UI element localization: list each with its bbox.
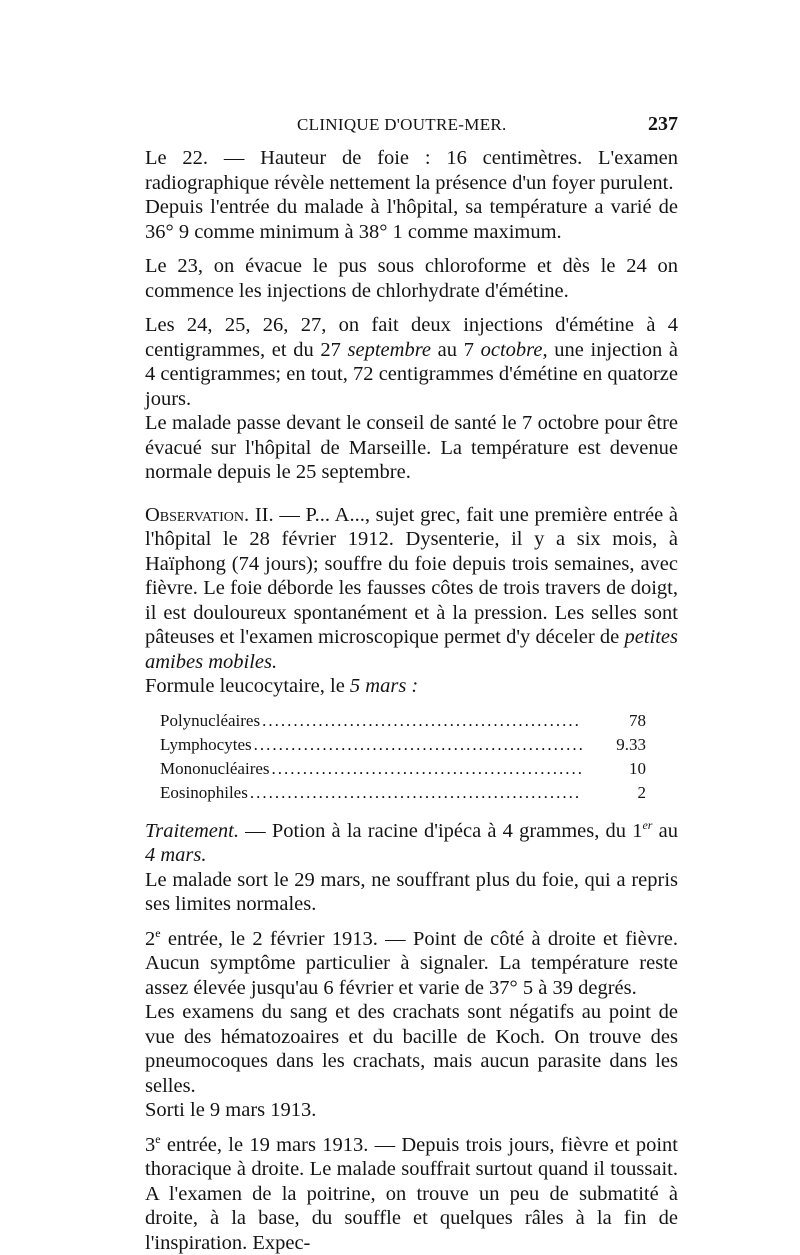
- leucocyte-table: [160, 709, 646, 805]
- text-span: une injection à 4 centigrammes; en tout, 72 centigrammes d'émétine en quatorze jours.: [145, 339, 678, 410]
- italic-span: 5 mars :: [350, 675, 418, 697]
- italic-span: 4 mars.: [145, 844, 207, 866]
- paragraph-traitement: [145, 819, 678, 868]
- leader-dots: [262, 709, 582, 733]
- text-span: Les 24, 25, 26, 27, on fait deux injections d'émétine à 4 centigrammes, et du 27: [145, 314, 678, 361]
- table-row: [160, 733, 646, 757]
- traitement-label: Traitement.: [145, 820, 239, 842]
- paragraph-sortie: Le malade sort le 29 mars, ne souffrant plus du foie, qui a repris ses limites normales.: [145, 868, 678, 917]
- superscript: er: [642, 818, 652, 832]
- paragraph-entree-2: [145, 927, 678, 1001]
- superscript: e: [155, 926, 160, 940]
- cell-label: Lymphocytes: [160, 733, 252, 757]
- observation-label: Observation: [145, 504, 244, 526]
- text-span: entrée, le 19 mars 1913. — Depuis trois jours, fièvre et point thoracique à droite. Le malade souffrait surtout quand il toussait. A l'examen de la poitrine, on trouve un peu de submatité à droite, à la base, du souffle et quelques râles à la fin de l'inspiration. Expec-: [145, 1134, 678, 1254]
- paragraph-temperature: Depuis l'entrée du malade à l'hôpital, sa température a varié de 36° 9 comme minimum à 38° 1 comme maximum.: [145, 195, 678, 244]
- running-title: CLINIQUE D'OUTRE-MER.: [297, 115, 507, 135]
- paragraph-examens: Les examens du sang et des crachats sont négatifs au point de vue des hématozoaires et du bacille de Koch. On trouve des pneumocoques dans les crachats, mais aucun parasite dans les selles.: [145, 1000, 678, 1098]
- cell-value: 10: [588, 757, 646, 781]
- text-span: 3: [145, 1134, 155, 1156]
- leader-dots: [250, 781, 582, 805]
- italic-span: septembre: [348, 339, 432, 361]
- text-span: au 7: [431, 339, 481, 361]
- text-span: entrée, le 2 février 1913. — Point de côté à droite et fièvre. Aucun symptôme particulier à signaler. La température reste assez élevée jusqu'au 6 février et varie de 37° 5 à 39 degrés.: [145, 928, 678, 999]
- italic-span: petites amibes mobiles.: [145, 626, 678, 673]
- cell-label: Mononucléaires: [160, 757, 270, 781]
- page-number: 237: [648, 113, 678, 136]
- paragraph-le-23: Le 23, on évacue le pus sous chloroforme et dès le 24 on commence les injections de chlorhydrate d'émétine.: [145, 254, 678, 303]
- cell-label: Eosinophiles: [160, 781, 248, 805]
- page-body: [145, 146, 678, 1255]
- table-row: [160, 781, 646, 805]
- page-header: [145, 113, 678, 137]
- cell-value: 9.33: [588, 733, 646, 757]
- text-span: 2: [145, 928, 155, 950]
- paragraph-entree-3: [145, 1133, 678, 1255]
- superscript: e: [155, 1132, 160, 1146]
- cell-label: Polynucléaires: [160, 709, 260, 733]
- paragraph-les-injections: [145, 313, 678, 411]
- italic-span: octobre,: [481, 339, 548, 361]
- cell-value: 2: [588, 781, 646, 805]
- paragraph-evacuation: Le malade passe devant le conseil de santé le 7 octobre pour être évacué sur l'hôpital de Marseille. La température est devenue normale depuis le 25 septembre.: [145, 411, 678, 485]
- leader-dots: [254, 733, 582, 757]
- text-span: au: [652, 820, 678, 842]
- text-span: Formule leucocytaire, le: [145, 675, 350, 697]
- leader-dots: [272, 757, 582, 781]
- table-row: [160, 709, 646, 733]
- text-span: — Potion à la racine d'ipéca à 4 grammes, du 1: [239, 820, 643, 842]
- paragraph-sorti: Sorti le 9 mars 1913.: [145, 1098, 678, 1123]
- paragraph-observation: [145, 503, 678, 675]
- text-span: . II. — P... A..., sujet grec, fait une première entrée à l'hôpital le 28 février 1912. Dysenterie, il y a six mois, à Haïphong (74 jours); souffre du foie depuis trois semaines, avec fièvre. Le foie déborde les fausses côtes de trois travers de doigt, il est douloureux spontanément et à la pression. Les selles sont pâteuses et l'examen microscopique permet d'y déceler de: [145, 504, 678, 649]
- paragraph-le-22: Le 22. — Hauteur de foie : 16 centimètres. L'examen radiographique révèle nettement la présence d'un foyer purulent.: [145, 146, 678, 195]
- cell-value: 78: [588, 709, 646, 733]
- paragraph-formule: [145, 674, 678, 699]
- table-row: [160, 757, 646, 781]
